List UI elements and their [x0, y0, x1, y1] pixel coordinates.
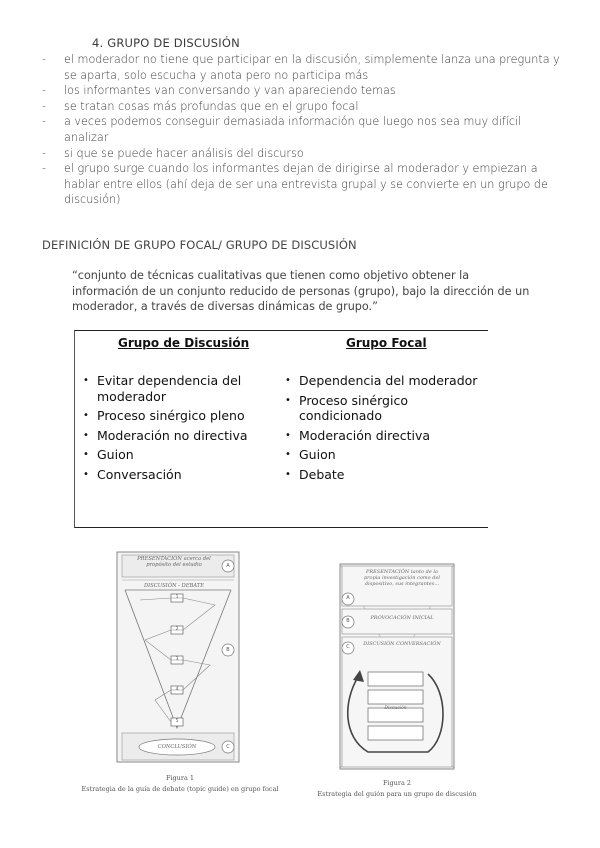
definition-title: DEFINICIÓN DE GRUPO FOCAL/ GRUPO DE DISCUSIÓN: [42, 238, 357, 252]
list-item: [285, 428, 480, 444]
item-text: Guion: [97, 447, 134, 462]
item-text: Dependencia del moderador: [299, 373, 478, 388]
discussion-group-bullets: [42, 52, 562, 208]
item-text: Proceso sinérgico pleno: [97, 408, 245, 423]
figure1-caption-text: Estrategia de la guía de debate (topic guide) en grupo focal: [81, 785, 279, 793]
figure1-step-1-label: 1: [175, 595, 179, 600]
bullet-dot: •: [83, 429, 89, 441]
list-item: [285, 467, 480, 483]
item-text: Guion: [299, 447, 336, 462]
list-item: [42, 83, 562, 99]
bullet-text: el grupo surge cuando los informantes dejan de dirigirse al moderador y empiezan a hablar entre ellos (ahí deja de ser una entrevista grupal y se convierte en un grupo de discusión): [64, 162, 548, 207]
bullet-dot: •: [285, 468, 291, 480]
figure1-marker-b-label: B: [226, 647, 230, 653]
left-column-list: [83, 373, 283, 486]
list-item: [42, 114, 562, 145]
figure1-step-4-label: 4: [175, 687, 179, 692]
bullet-dot: •: [83, 468, 89, 480]
list-item: [83, 408, 283, 424]
figure1-caption-title: Figura 1: [165, 774, 195, 782]
list-item: [42, 99, 562, 115]
section-heading: 4. GRUPO DE DISCUSIÓN: [92, 36, 240, 50]
bullet-dot: •: [83, 449, 89, 460]
bullet-dash: -: [42, 115, 47, 129]
item-text: Moderación directiva: [299, 427, 431, 443]
bullet-dash: -: [42, 53, 47, 66]
bullet-dot: •: [83, 375, 89, 386]
figure2-caption-title: Figura 2: [382, 779, 412, 787]
list-item: [83, 428, 283, 444]
figure1-conclusion-label: CONCLUSIÓN: [157, 744, 197, 750]
bullet-text: los informantes van conversando y van apareciendo temas: [64, 84, 396, 98]
figure1-marker-c-label: C: [226, 744, 230, 750]
bullet-dot: •: [285, 429, 291, 441]
list-item: [285, 447, 480, 463]
bullet-dash: -: [42, 146, 47, 160]
bullet-dot: •: [285, 394, 291, 406]
bullet-text: a veces podemos conseguir demasiada información que luego nos sea muy difícil analizar: [64, 115, 522, 144]
bullet-text: si que se puede hacer análisis del discurso: [64, 146, 304, 160]
list-item: [83, 373, 283, 404]
right-column-title: Grupo Focal: [346, 336, 427, 350]
list-item: [285, 393, 480, 424]
item-text: Debate: [299, 466, 345, 482]
bullet-dot: •: [83, 410, 89, 421]
bullet-text: el moderador no tiene que participar en la discusión, simplemente lanza una pregunta y se aparta, solo escucha y anota pero no participa más: [64, 53, 560, 82]
figure1-step-5-label: 5: [175, 719, 179, 724]
figure2-caption-text: Estrategia del guión para un grupo de discusión: [317, 790, 477, 798]
bullet-dash: -: [42, 162, 47, 176]
figure1-marker-a-label: A: [226, 563, 230, 569]
right-column-list: [285, 373, 480, 486]
list-item: [42, 161, 562, 208]
figure1-debate-label: DISCUSIÓN - DEBATE: [143, 583, 204, 589]
figure2-diagram: [338, 562, 456, 772]
figure2-provocation-box: [342, 609, 452, 634]
figure2-discussion-label: DISCUSIÓN CONVERSACIÓN: [363, 641, 441, 647]
left-column-title: Grupo de Discusión: [118, 336, 250, 350]
bullet-dot: •: [285, 449, 291, 460]
item-text: Conversación: [97, 466, 182, 482]
figure2-marker-b-label: B: [346, 618, 350, 624]
list-item: [83, 447, 283, 463]
list-item: [83, 467, 283, 483]
item-text: Moderación no directiva: [97, 427, 248, 443]
item-text: Proceso sinérgico condicionado: [299, 392, 408, 423]
figure2-marker-c-label: C: [346, 644, 350, 650]
bullet-dash: -: [42, 84, 47, 98]
list-item: [42, 146, 562, 162]
figure2-top-label: PRESENTACIÓN tanto de la propia investigación como del dispositivo, sus integrantes...: [363, 569, 441, 587]
bullet-text: se tratan cosas más profundas que en el grupo focal: [64, 99, 359, 113]
bullet-dash: -: [42, 99, 47, 113]
figure1-top-label: PRESENTACIÓN acerca del propósito del estudio: [137, 556, 211, 568]
list-item: [42, 52, 562, 83]
figure2-inner-label: Discusión: [384, 706, 407, 711]
list-item: [285, 373, 480, 389]
figure1-step-2-label: 2: [175, 627, 179, 632]
bullet-dot: •: [285, 375, 291, 386]
item-text: Evitar dependencia del moderador: [97, 373, 242, 404]
definition-quote: “conjunto de técnicas cualitativas que tienen como objetivo obtener la información de un conjunto reducido de personas (grupo), bajo la dirección de un moderador, a través de diversas dinámicas de grupo.”: [72, 269, 530, 314]
figure2-marker-a-label: A: [346, 595, 350, 601]
figure1-step-3-label: 3: [175, 657, 179, 662]
figure2-provocation-label: PROVOCACIÓN INICIAL: [370, 615, 434, 621]
